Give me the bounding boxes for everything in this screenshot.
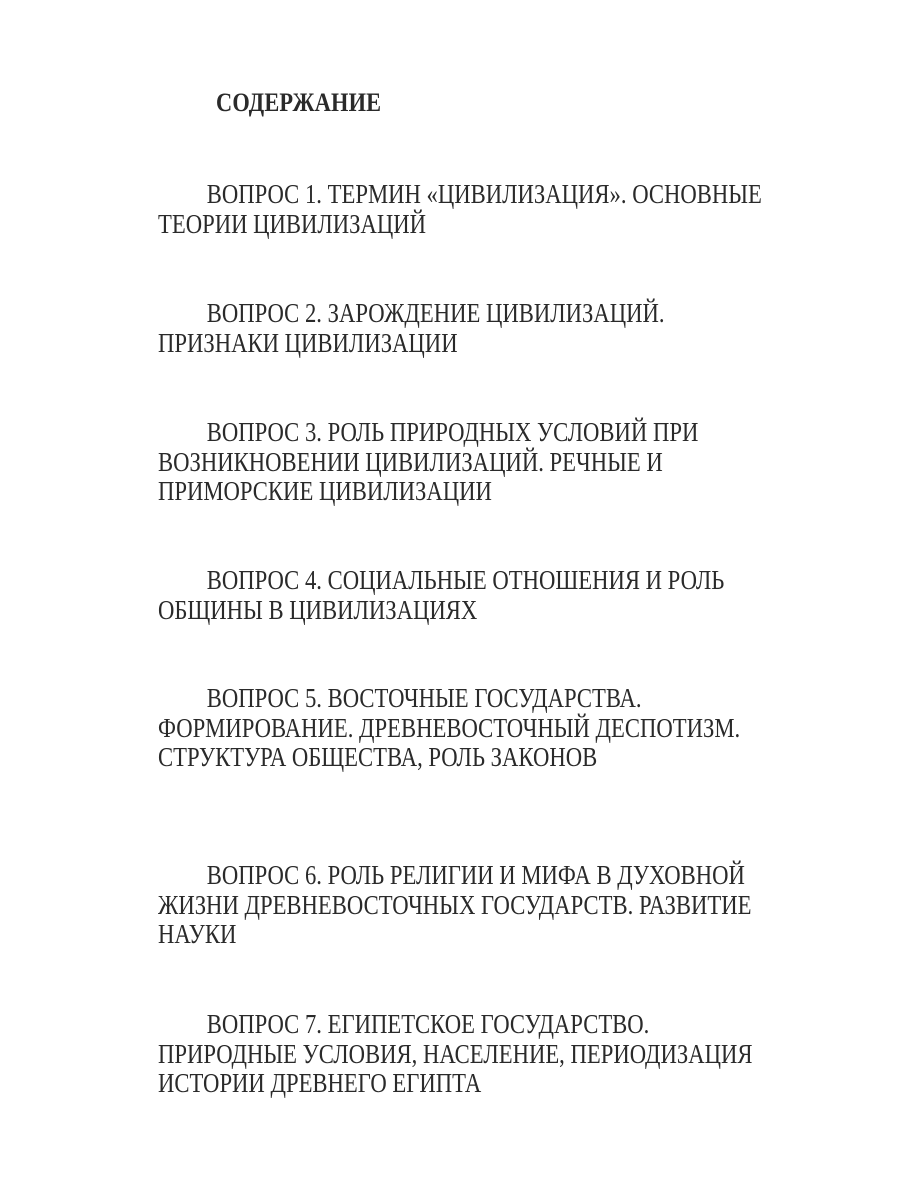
toc-entry-6: ВОПРОС 6. РОЛЬ РЕЛИГИИ И МИФА В ДУХОВНОЙ ЖИЗНИ ДРЕВНЕВОСТОЧНЫХ ГОСУДАРСТВ. РАЗВИТИЕ НАУКИ [158, 860, 752, 949]
toc-entry-4: ВОПРОС 4. СОЦИАЛЬНЫЕ ОТНОШЕНИЯ И РОЛЬ ОБЩИНЫ В ЦИВИЛИЗАЦИЯХ [158, 565, 725, 625]
toc-entry-3: ВОПРОС 3. РОЛЬ ПРИРОДНЫХ УСЛОВИЙ ПРИ ВОЗНИКНОВЕНИИ ЦИВИЛИЗАЦИЙ. РЕЧНЫЕ И ПРИМОРСКИЕ ЦИВИЛИЗАЦИИ [158, 417, 699, 506]
toc-entry-7: ВОПРОС 7. ЕГИПЕТСКОЕ ГОСУДАРСТВО. ПРИРОДНЫЕ УСЛОВИЯ, НАСЕЛЕНИЕ, ПЕРИОДИЗАЦИЯ ИСТОРИИ ДРЕВНЕГО ЕГИПТА [158, 1009, 753, 1098]
toc-entry-5: ВОПРОС 5. ВОСТОЧНЫЕ ГОСУДАРСТВА. ФОРМИРОВАНИЕ. ДРЕВНЕВОСТОЧНЫЙ ДЕСПОТИЗМ. СТРУКТУРА ОБЩЕСТВА, РОЛЬ ЗАКОНОВ [158, 683, 741, 772]
toc-entry-2: ВОПРОС 2. ЗАРОЖДЕНИЕ ЦИВИЛИЗАЦИЙ. ПРИЗНАКИ ЦИВИЛИЗАЦИИ [158, 298, 665, 358]
toc-entry-1: ВОПРОС 1. ТЕРМИН «ЦИВИЛИЗАЦИЯ». ОСНОВНЫЕ ТЕОРИИ ЦИВИЛИЗАЦИЙ [158, 179, 762, 239]
page-title: СОДЕРЖАНИЕ [216, 88, 382, 117]
